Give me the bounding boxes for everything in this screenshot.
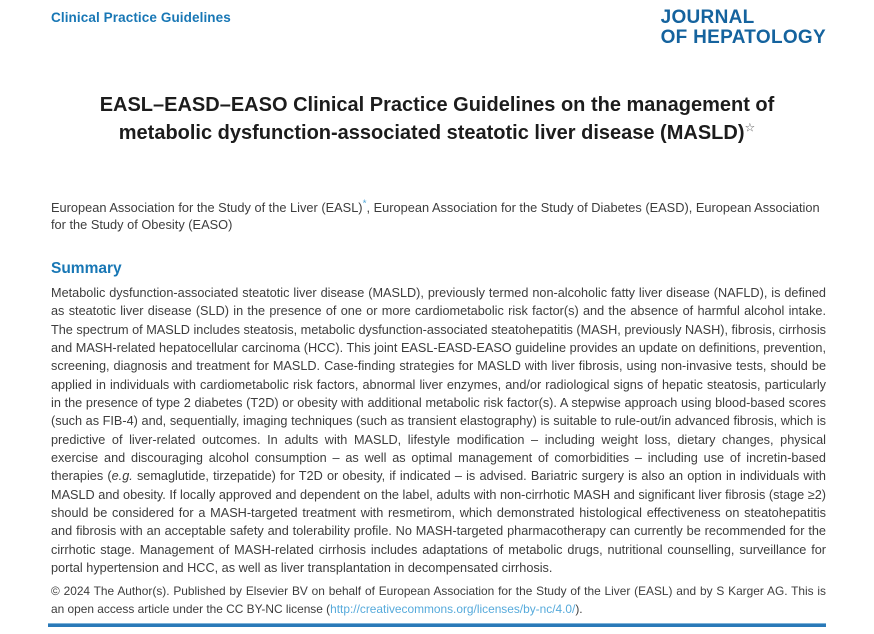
journal-name-line1: JOURNAL xyxy=(660,7,755,28)
summary-heading: Summary xyxy=(51,260,122,277)
author-groups-easd-easo: , European Association for the Study of Diabetes (EASD), European Association for the Study of Obesity (EASO) xyxy=(51,200,820,232)
article-title-wrap xyxy=(0,91,874,147)
bottom-divider-rule xyxy=(48,623,826,627)
author-footnote-asterisk[interactable]: * xyxy=(362,198,367,210)
title-footnote-star: ☆ xyxy=(744,120,756,135)
author-line xyxy=(51,199,826,233)
license-link[interactable]: http://creativecommons.org/licenses/by-nc/4.0/ xyxy=(330,601,576,616)
summary-text-part1: Metabolic dysfunction-associated steatotic liver disease (MASLD), previously termed non-alcoholic fatty liver disease (NAFLD), is defined as steatotic liver disease (SLD) in the presence of one or more cardiometabolic risk factor(s) and the absence of harmful alcohol intake. The spectrum of MASLD includes steatosis, metabolic dysfunction-associated steatohepatitis (MASH, previously NASH), fibrosis, cirrhosis and MASH-related hepatocellular carcinoma (HCC). This joint EASL-EASD-EASO guideline provides an update on definitions, prevention, screening, diagnosis and treatment for MASLD. Case-finding strategies for MASLD with liver fibrosis, using non-invasive tests, should be applied in individuals with cardiometabolic risk factors, abnormal liver enzymes, and/or radiological signs of hepatic steatosis, particularly in the presence of type 2 diabetes (T2D) or obesity with additional metabolic risk factor(s). A stepwise approach using blood-based scores (such as FIB-4) and, sequentially, imaging techniques (such as transient elastography) is suitable to rule-out/in advanced fibrosis, which is predictive of liver-related outcomes. In adults with MASLD, lifestyle modification – including weight loss, dietary changes, physical exercise and discouraging alcohol consumption – as well as optimal management of comorbidities – including use of incretin-based therapies ( xyxy=(51,286,826,484)
section-kicker: Clinical Practice Guidelines xyxy=(51,10,231,25)
copyright-text-close: ). xyxy=(575,601,583,616)
author-group-easl: European Association for the Study of the Liver (EASL) xyxy=(51,200,363,215)
article-title xyxy=(56,91,818,147)
article-title-text: EASL–EASD–EASO Clinical Practice Guidelines on the management of metabolic dysfunction-associated steatotic liver disease (MASLD) xyxy=(99,94,775,144)
journal-name-line2: OF HEPATOLOGY xyxy=(660,26,826,48)
copyright-line xyxy=(51,583,826,618)
copyright-text: © 2024 The Author(s). Published by Elsevier BV on behalf of European Association for the Study of the Liver (EASL) and by S Karger AG. This is an open access article under the CC BY-NC license ( xyxy=(51,584,826,616)
summary-text-eg-italic: e.g. xyxy=(111,469,133,484)
summary-text-part2: semaglutide, tirzepatide) for T2D or obesity, if indicated – is advised. Bariatric surgery is also an option in individuals with MASLD and obesity. If locally approved and dependent on the label, adults with non-cirrhotic MASH and significant liver fibrosis (stage ≥2) should be considered for a MASH-targeted treatment with resmetirom, which demonstrated histological effectiveness on steatohepatitis and fibrosis with an acceptable safety and tolerability profile. No MASH-targeted pharmacotherapy can currently be recommended for the cirrhotic stage. Management of MASH-related cirrhosis includes adaptations of metabolic drugs, nutritional counselling, surveillance for portal hypertension and HCC, as well as liver transplantation in decompensated cirrhosis. xyxy=(51,469,826,576)
journal-masthead xyxy=(661,8,826,47)
page-header xyxy=(51,8,826,47)
summary-paragraph xyxy=(51,284,826,578)
